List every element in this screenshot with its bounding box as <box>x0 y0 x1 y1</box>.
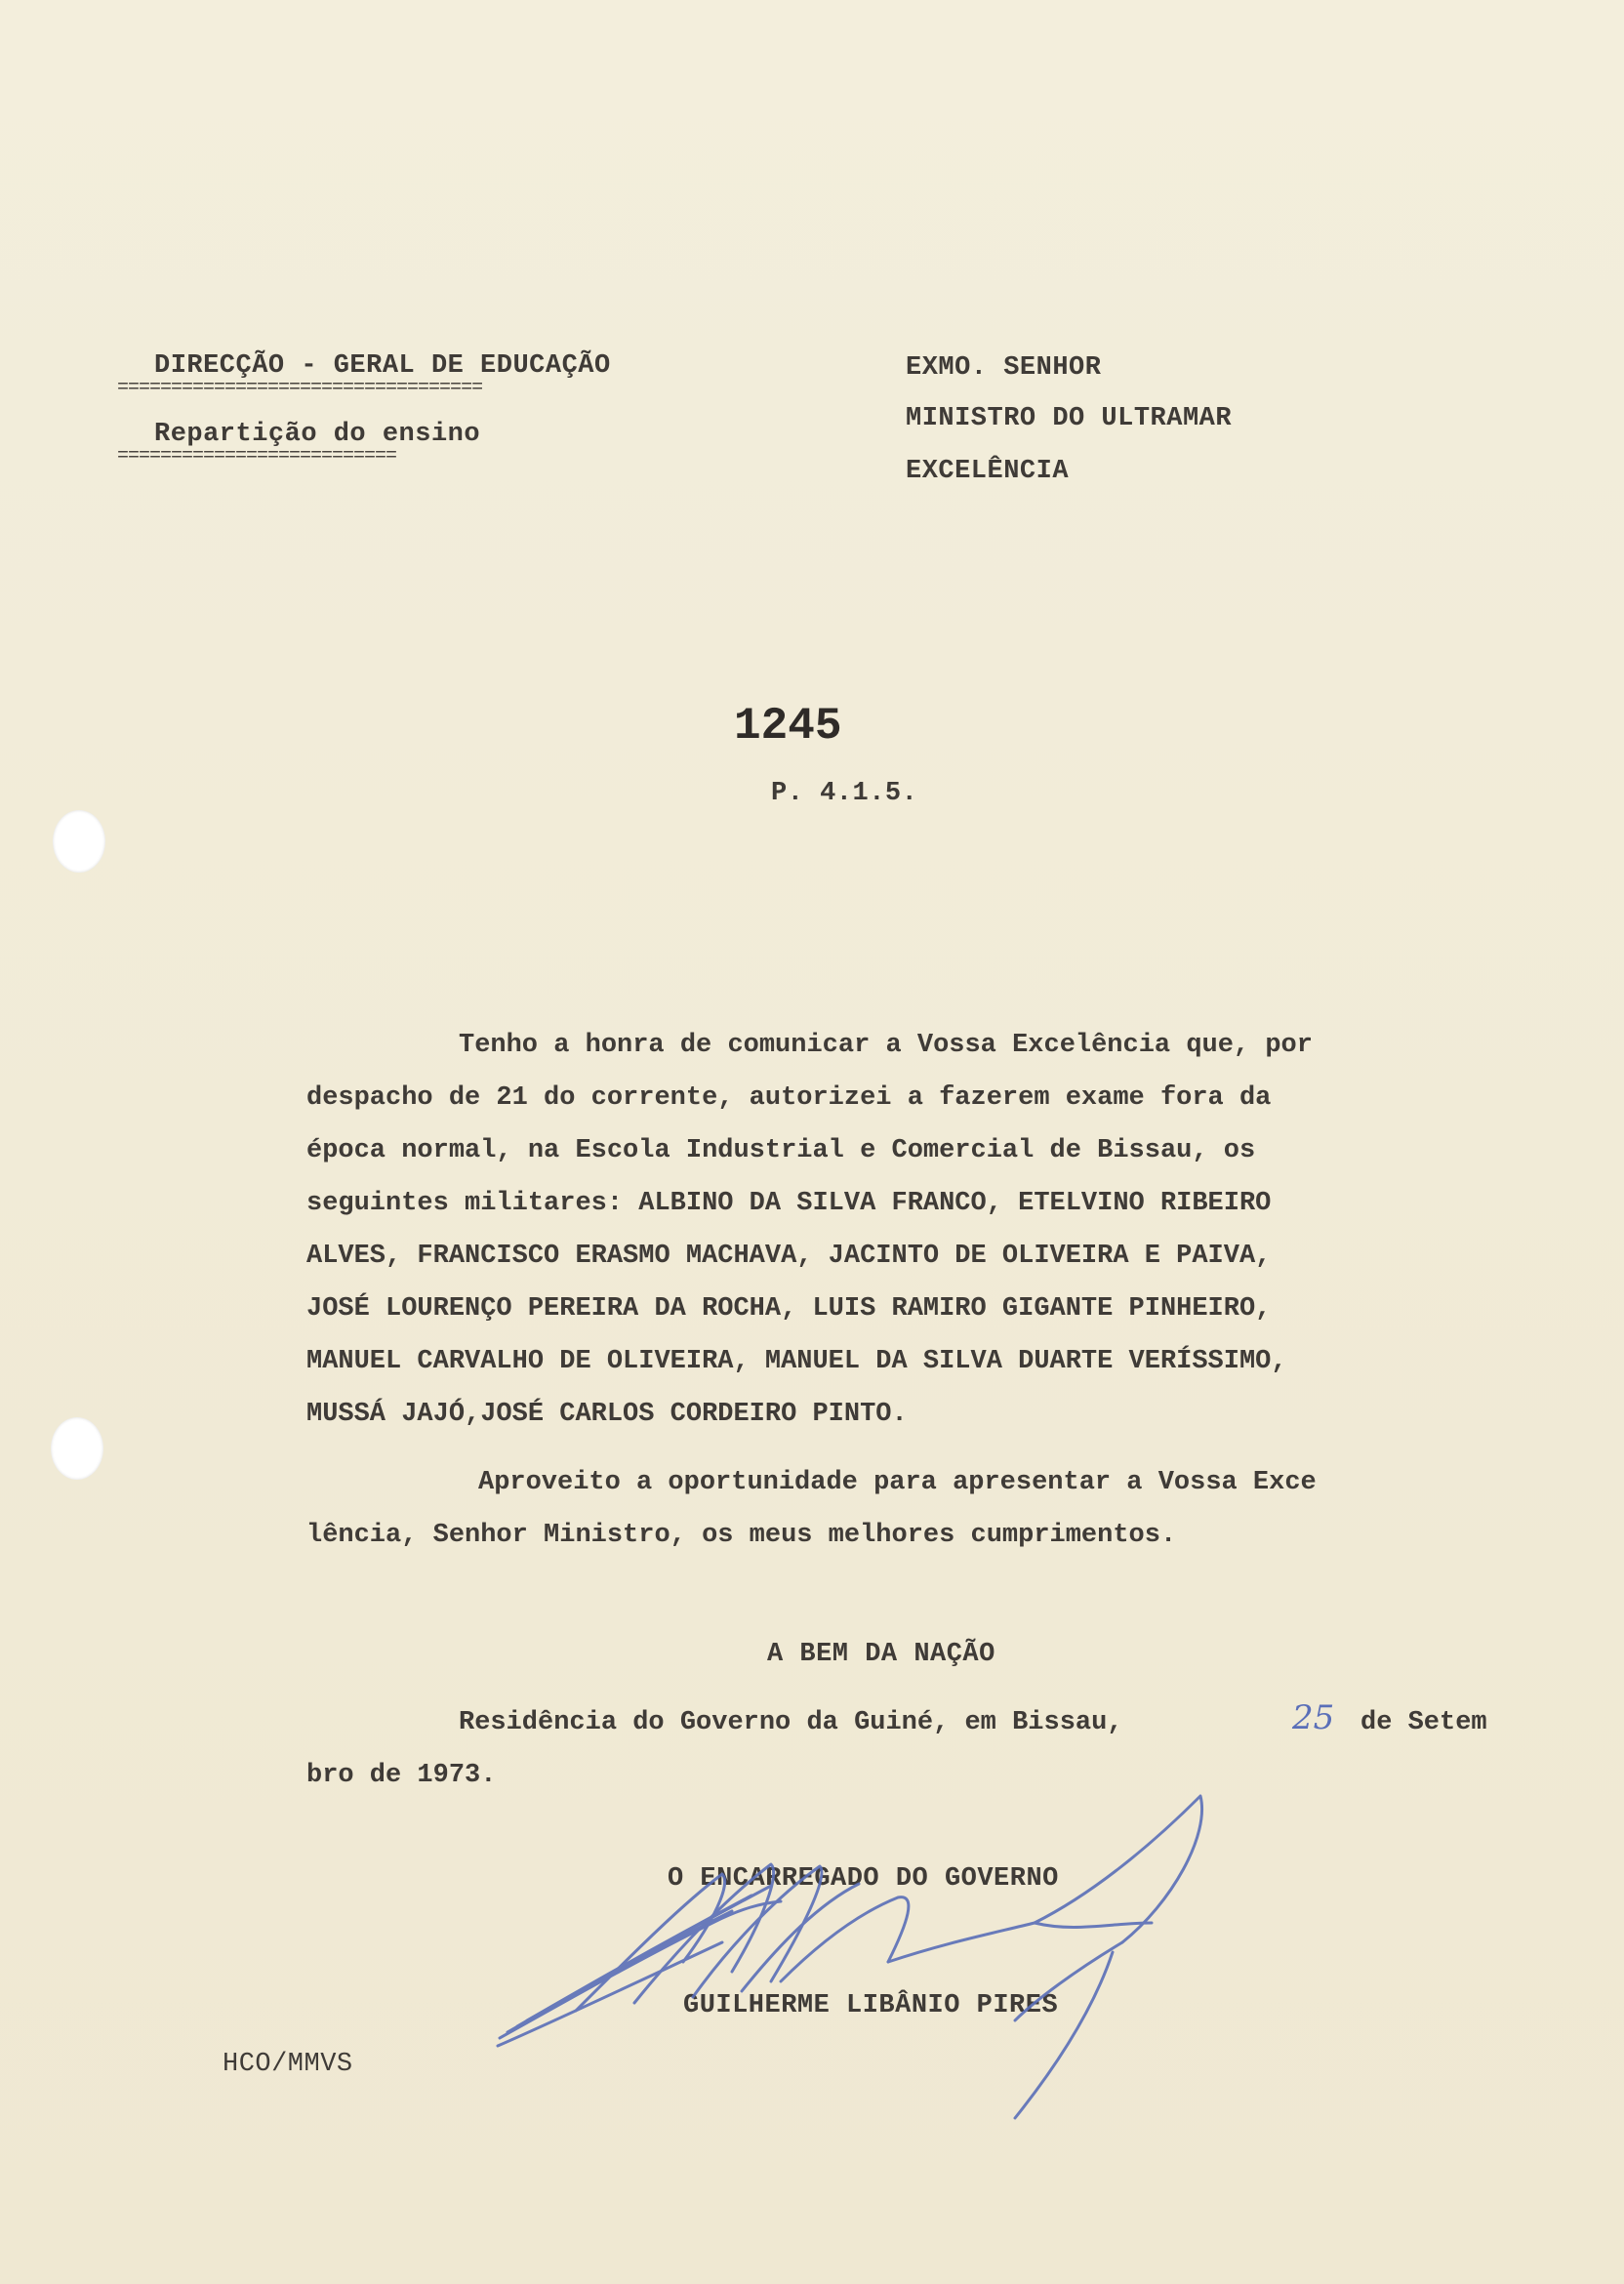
body-line: época normal, na Escola Industrial e Comercial de Bissau, os <box>306 1136 1256 1165</box>
section-underline: ========================== <box>117 445 397 468</box>
punch-hole-lower <box>51 1417 103 1480</box>
body-line: seguintes militares: ALBINO DA SILVA FRANCO, ETELVINO RIBEIRO <box>306 1189 1272 1218</box>
closing-motto: A BEM DA NAÇÃO <box>767 1640 995 1669</box>
process-number: P. 4.1.5. <box>771 779 918 808</box>
department-title: DIRECÇÃO - GERAL DE EDUCAÇÃO <box>154 351 611 381</box>
place-line-2: bro de 1973. <box>306 1761 497 1790</box>
typist-initials: HCO/MMVS <box>223 2050 353 2079</box>
body-line: MUSSÁ JAJÓ,JOSÉ CARLOS CORDEIRO PINTO. <box>306 1400 908 1429</box>
body-line: Aproveito a oportunidade para apresentar a Vossa Exce <box>478 1468 1317 1497</box>
punch-hole-upper <box>53 810 105 873</box>
place-line-1-end: de Setem <box>1360 1708 1487 1737</box>
section-title: Repartição do ensino <box>154 420 481 449</box>
signatory-title: O ENCARREGADO DO GOVERNO <box>668 1864 1059 1894</box>
place-line-1-start: Residência do Governo da Guiné, em Bissau, <box>459 1708 1123 1737</box>
addressee-line-1: EXMO. SENHOR <box>906 353 1102 383</box>
body-line: Tenho a honra de comunicar a Vossa Excelência que, por <box>459 1031 1313 1060</box>
reference-number: 1245 <box>734 701 842 752</box>
body-line: ALVES, FRANCISCO ERASMO MACHAVA, JACINTO DE OLIVEIRA E PAIVA, <box>306 1242 1272 1271</box>
signatory-name: GUILHERME LIBÂNIO PIRES <box>683 1991 1059 2020</box>
body-line: despacho de 21 do corrente, autorizei a fazerem exame fora da <box>306 1083 1272 1113</box>
department-underline: ================================== <box>117 377 483 399</box>
body-line: MANUEL CARVALHO DE OLIVEIRA, MANUEL DA SILVA DUARTE VERÍSSIMO, <box>306 1347 1287 1376</box>
addressee-line-3: EXCELÊNCIA <box>906 457 1070 486</box>
body-line: JOSÉ LOURENÇO PEREIRA DA ROCHA, LUIS RAMIRO GIGANTE PINHEIRO, <box>306 1294 1272 1324</box>
body-line: lência, Senhor Ministro, os meus melhores cumprimentos. <box>306 1521 1177 1550</box>
addressee-line-2: MINISTRO DO ULTRAMAR <box>906 404 1233 433</box>
handwritten-day: 25 <box>1292 1698 1335 1737</box>
handwritten-signature <box>488 1776 1230 2128</box>
